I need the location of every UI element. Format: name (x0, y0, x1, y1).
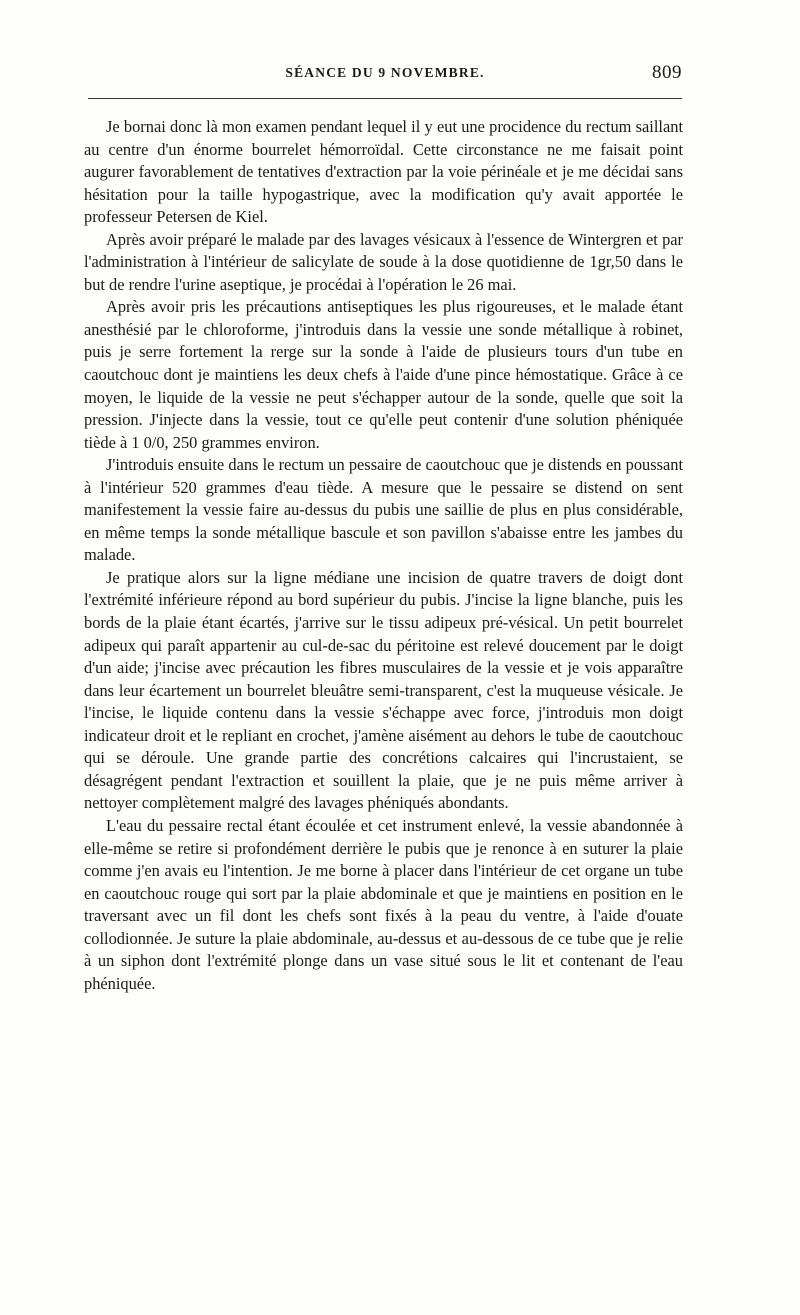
running-header (88, 62, 682, 88)
paragraph: L'eau du pessaire rectal étant écoulée et cet instrument enlevé, la vessie abandonnée à elle-même se retire si profondément derrière le pubis que je renonce à en suturer la plaie comme j'en avais eu l'intention. Je me borne à placer dans l'intérieur de cet organe un tube en caoutchouc rouge qui sort par la plaie abdominale et que je maintiens en position en le traversant avec un fil dont les chefs sont fixés à la peau du ventre, à l'aide d'ouate collodionnée. Je suture la plaie abdominale, au-dessus et au-dessous de ce tube que je relie à un siphon dont l'extrémité plonge dans un vase situé sous le lit et contenant de l'eau phéniquée. (84, 815, 683, 993)
running-title: SÉANCE DU 9 NOVEMBRE. (285, 65, 485, 80)
body-text (84, 116, 683, 995)
paragraph: Après avoir préparé le malade par des lavages vésicaux à l'essence de Wintergren et par l'administration à l'intérieur de salicylate de soude à la dose quotidienne de 1gr,50 dans le but de rendre l'urine aseptique, je procédai à l'opération le 26 mai. (84, 229, 683, 294)
paragraph: Après avoir pris les précautions antiseptiques les plus rigoureuses, et le malade étant anesthésié par le chloroforme, j'introduis dans la vessie une sonde métallique à robinet, puis je serre fortement la rerge sur la sonde à l'aide de plusieurs tours d'un tube en caoutchouc dont je maintiens les deux chefs à l'aide d'une pince hémostatique. Grâce à ce moyen, le liquide de la vessie ne peut s'échapper autour de la sonde, quelle que soit la pression. J'injecte dans la vessie, tout ce qu'elle peut contenir d'une solution phéniquée tiède à 1 0/0, 250 grammes environ. (84, 297, 683, 452)
paragraph: J'introduis ensuite dans le rectum un pessaire de caoutchouc que je distends en poussant à l'intérieur 520 grammes d'eau tiède. A mesure que le pessaire se distend on sent manifestement la vessie faire au-dessus du pubis une saillie de plus en plus considérable, en même temps la sonde métallique bascule et son pavillon s'abaisse entre les jambes du malade. (84, 455, 683, 565)
paragraph: Je bornai donc là mon examen pendant lequel il y eut une procidence du rectum saillant au centre d'un énorme bourrelet hémorroïdal. Cette circonstance ne me faisait point augurer favorablement de tentatives d'extraction par la voie périnéale et je me décidai sans hésitation pour la taille hypogastrique, avec la modification qu'y avait apportée le professeur Petersen de Kiel. (84, 117, 683, 227)
header-rule (88, 98, 682, 99)
page-number: 809 (652, 62, 682, 83)
paragraph: Je pratique alors sur la ligne médiane une incision de quatre travers de doigt dont l'extrémité inférieure répond au bord supérieur du pubis. J'incise la ligne blanche, puis les bords de la plaie étant écartés, j'arrive sur le tissu adipeux pré-vésical. Un petit bourrelet adipeux qui paraît appartenir au cul-de-sac du péritoine est relevé doucement par le doigt d'un aide; j'incise avec précaution les fibres musculaires de la vessie et je vois apparaître dans leur écartement un bourrelet bleuâtre semi-transparent, c'est la muqueuse vésicale. Je l'incise, le liquide contenu dans la vessie s'échappe avec force, j'introduis mon doigt indicateur droit et le repliant en crochet, j'amène aisément au dehors le tube de caoutchouc qui se déroule. Une grande partie des concrétions calcaires qui l'incrustaient, se désagrégent pendant l'extraction et souillent la plaie, que je ne puis même arriver à nettoyer complètement malgré des lavages phéniqués abondants. (84, 567, 683, 813)
